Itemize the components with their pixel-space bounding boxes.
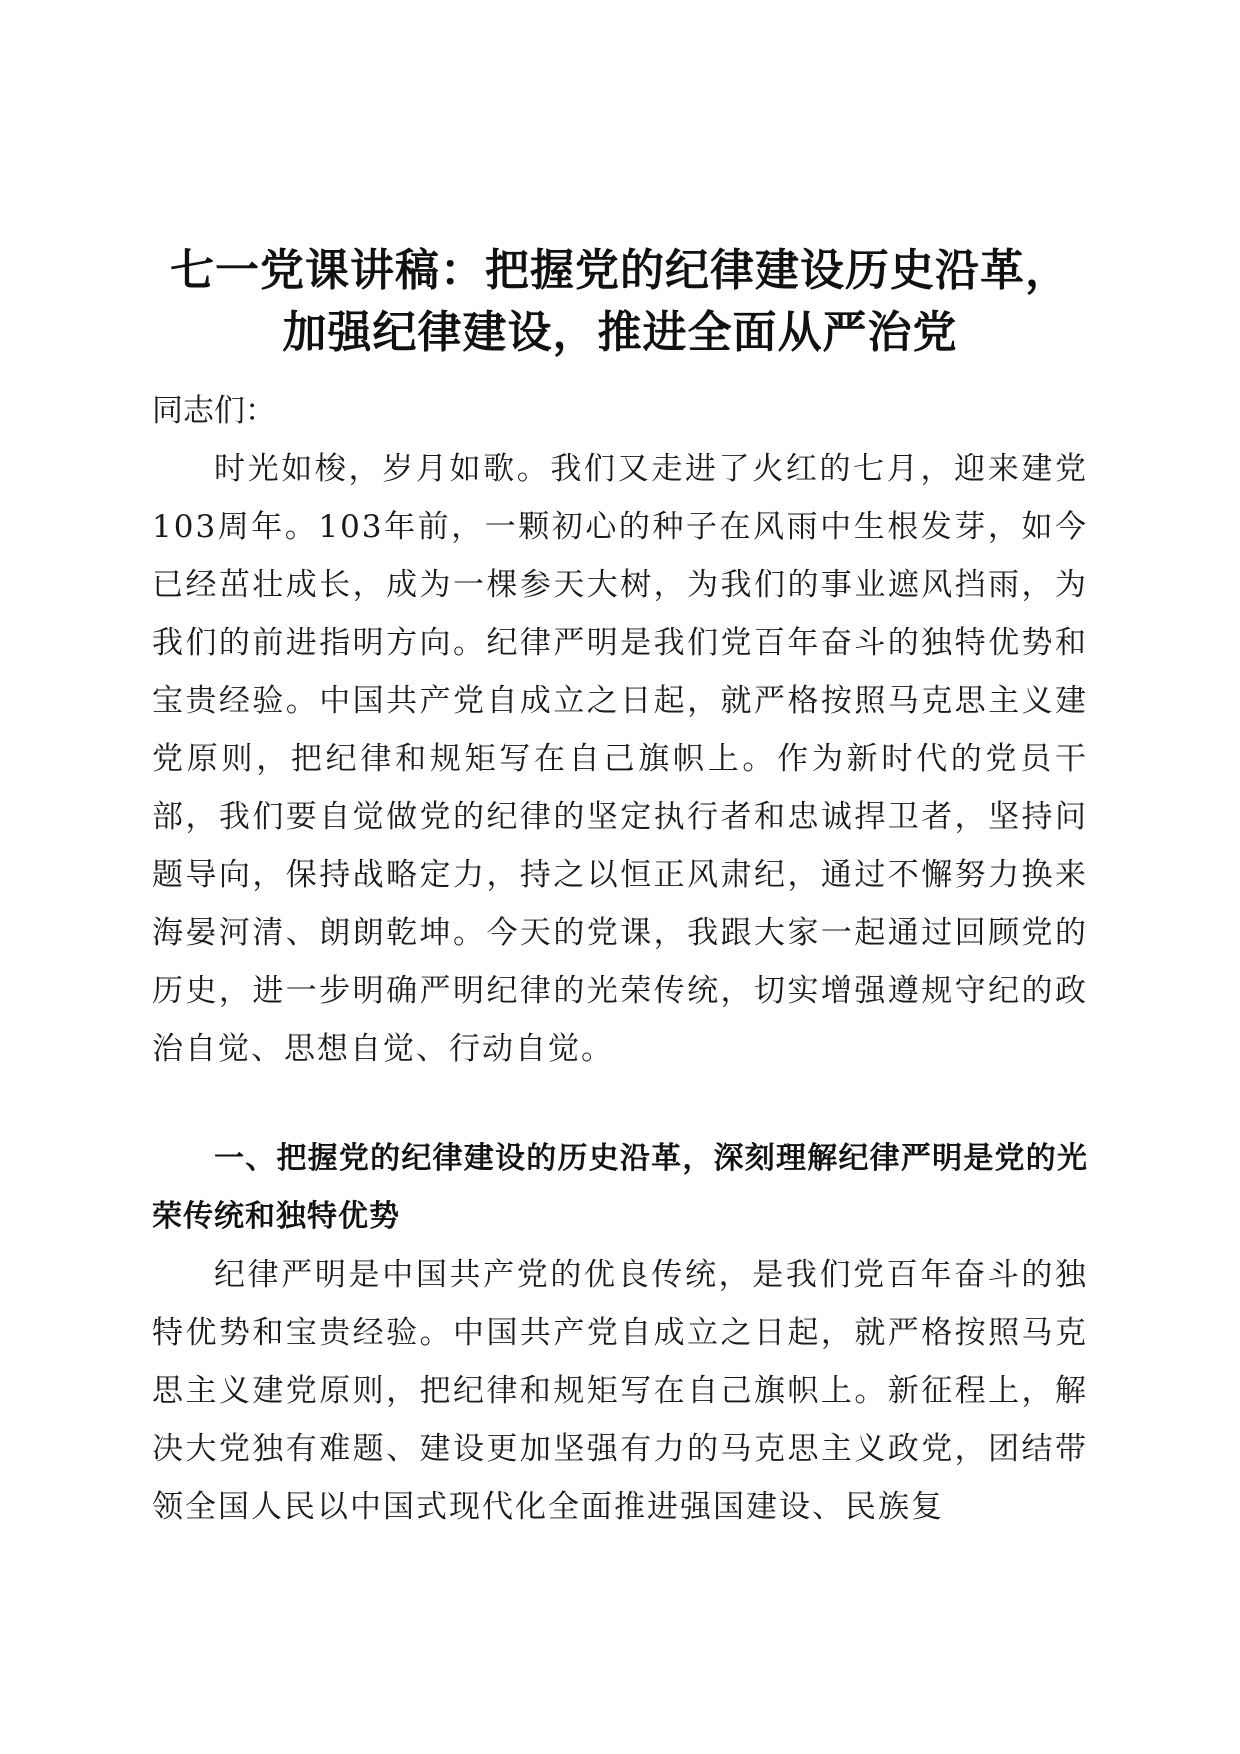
document-title bbox=[140, 240, 1100, 364]
section-heading-1: 一、把握党的纪律建设的历史沿革，深刻理解纪律严明是党的光荣传统和独特优势 bbox=[152, 1141, 1088, 1234]
document-title-line-1: 七一党课讲稿：把握党的纪律建设历史沿革， bbox=[170, 245, 1070, 296]
salutation: 同志们： bbox=[152, 393, 276, 429]
paragraph-intro: 时光如梭，岁月如歌。我们又走进了火红的七月，迎来建党103周年。103年前，一颗初心的种子在风雨中生根发芽，如今已经茁壮成长，成为一棵参天大树，为我们的事业遮风挡雨，为我们的前进指明方向。纪律严明是我们党百年奋斗的独特优势和宝贵经验。中国共产党自成立之日起，就严格按照马克思主义建党原则，把纪律和规矩写在自己旗帜上。作为新时代的党员干部，我们要自觉做党的纪律的坚定执行者和忠诚捍卫者，坚持问题导向，保持战略定力，持之以恒正风肃纪，通过不懈努力换来海晏河清、朗朗乾坤。今天的党课，我跟大家一起通过回顾党的历史，进一步明确严明纪律的光荣传统，切实增强遵规守纪的政治自觉、思想自觉、行动自觉。 bbox=[152, 451, 1088, 1067]
document-title-line-2: 加强纪律建设，推进全面从严治党 bbox=[282, 307, 958, 358]
paragraph-section-1: 纪律严明是中国共产党的优良传统，是我们党百年奋斗的独特优势和宝贵经验。中国共产党自成立之日起，就严格按照马克思主义建党原则，把纪律和规矩写在自己旗帜上。新征程上，解决大党独有难题、建设更加坚强有力的马克思主义政党，团结带领全国人民以中国式现代化全面推进强国建设、民族复 bbox=[152, 1257, 1088, 1525]
